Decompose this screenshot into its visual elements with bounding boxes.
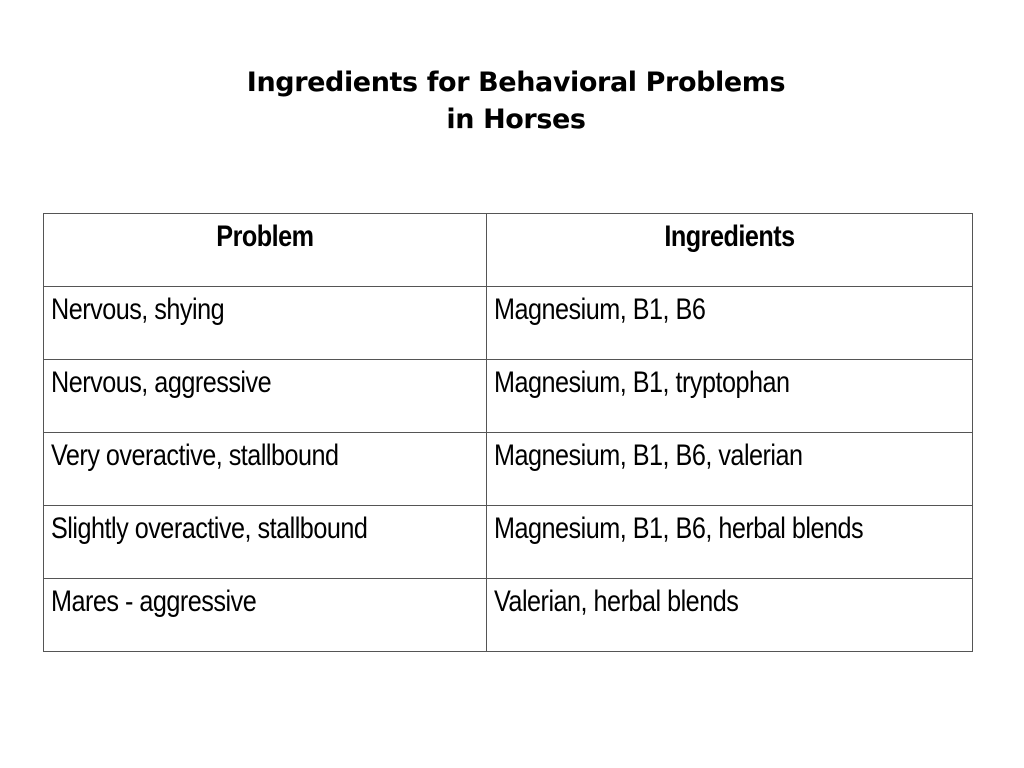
- cell-problem: Very overactive, stallbound: [44, 433, 487, 506]
- table-row: [44, 579, 973, 652]
- cell-ingredients: Magnesium, B1, tryptophan: [487, 360, 973, 433]
- cell-problem: Nervous, aggressive: [44, 360, 487, 433]
- page-title-line-2: in Horses: [446, 104, 586, 135]
- ingredients-table: [43, 213, 973, 652]
- table-row: [44, 433, 973, 506]
- table-header-row: [44, 214, 973, 287]
- cell-problem: Slightly overactive, stallbound: [44, 506, 487, 579]
- page-title-line-1: Ingredients for Behavioral Problems: [246, 67, 786, 98]
- cell-ingredients: Magnesium, B1, B6, herbal blends: [487, 506, 973, 579]
- column-header-problem: Problem: [44, 214, 487, 287]
- cell-ingredients: Magnesium, B1, B6, valerian: [487, 433, 973, 506]
- cell-problem: Nervous, shying: [44, 287, 487, 360]
- cell-ingredients: Magnesium, B1, B6: [487, 287, 973, 360]
- cell-ingredients: Valerian, herbal blends: [487, 579, 973, 652]
- page-title: [0, 64, 1024, 138]
- table-row: [44, 287, 973, 360]
- table-row: [44, 360, 973, 433]
- column-header-ingredients: Ingredients: [487, 214, 973, 287]
- table-row: [44, 506, 973, 579]
- cell-problem: Mares - aggressive: [44, 579, 487, 652]
